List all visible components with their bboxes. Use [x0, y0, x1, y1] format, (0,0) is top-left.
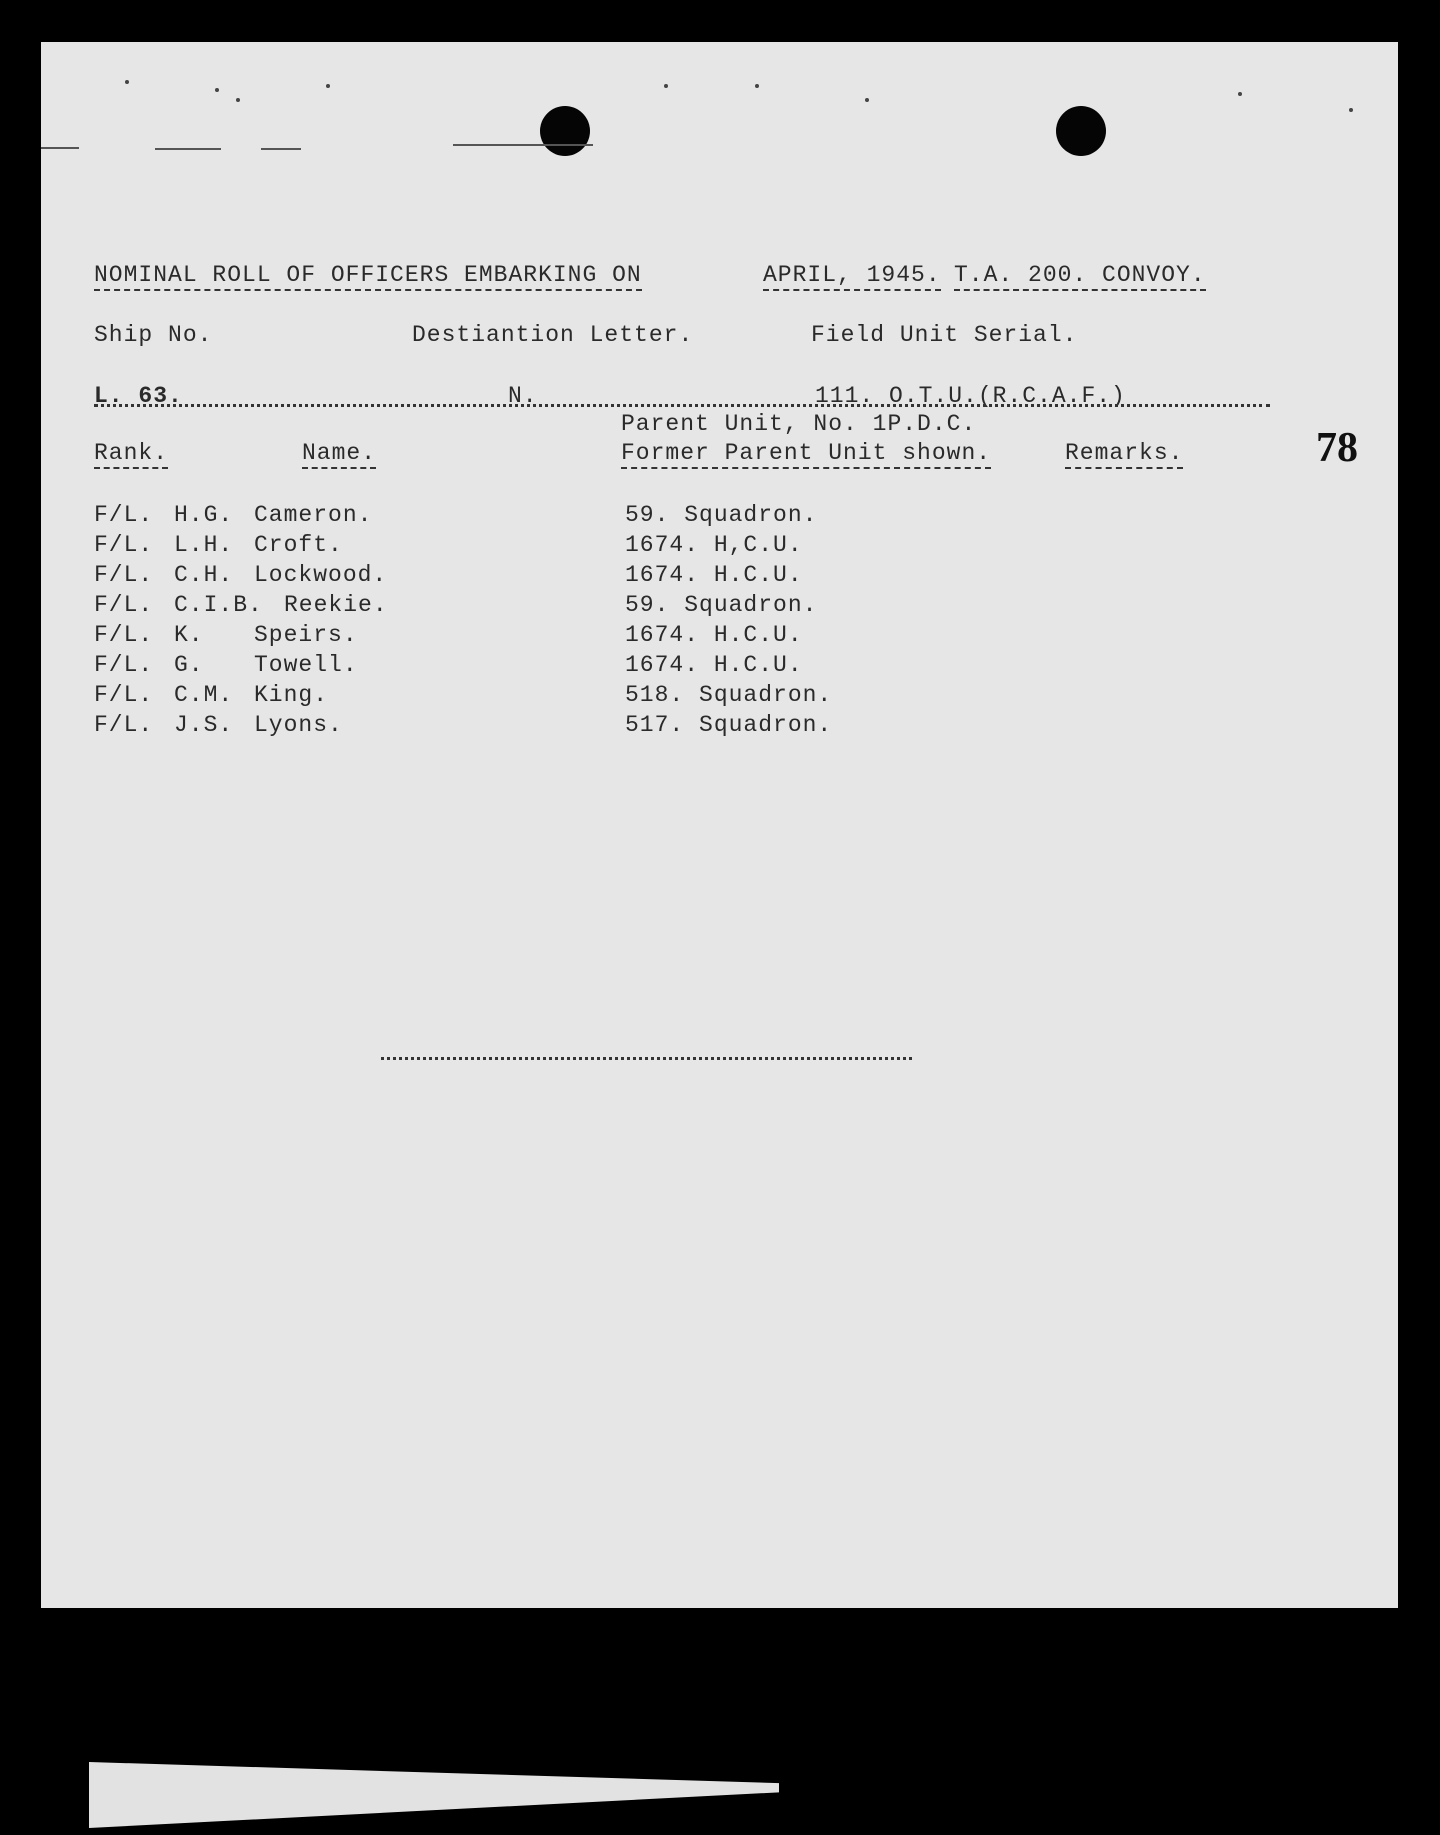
- officer-surname: Lyons.: [254, 712, 343, 738]
- officer-initials: C.H.: [174, 562, 234, 588]
- former-parent-unit-header: Former Parent Unit shown.: [621, 440, 991, 469]
- officer-initials: G.: [174, 652, 204, 678]
- convoy-id: T.A. 200. CONVOY.: [954, 262, 1206, 291]
- roll-date: APRIL, 1945.: [763, 262, 941, 291]
- officer-initials: H.G.: [174, 502, 234, 528]
- punch-hole-right: [1056, 106, 1106, 156]
- speck-mark: [236, 98, 240, 102]
- lower-paper-fragment: [89, 1762, 779, 1828]
- officer-row: [41, 562, 1398, 592]
- speck-mark: [755, 84, 759, 88]
- officer-row: [41, 502, 1398, 532]
- officer-row: [41, 592, 1398, 622]
- officer-surname: Croft.: [254, 532, 343, 558]
- officer-rank: F/L.: [94, 532, 154, 558]
- officer-former-unit: 517. Squadron.: [625, 712, 833, 738]
- speck-mark: [125, 80, 129, 84]
- speck-mark: [326, 84, 330, 88]
- rank-column-header: Rank.: [94, 440, 168, 469]
- name-column-header: Name.: [302, 440, 376, 469]
- stray-dash: [155, 148, 221, 150]
- officer-former-unit: 59. Squadron.: [625, 502, 818, 528]
- destination-letter-label: Destiantion Letter.: [412, 322, 694, 348]
- officer-initials: C.I.B.: [174, 592, 263, 618]
- document-page: [41, 42, 1398, 1608]
- officer-rank: F/L.: [94, 712, 154, 738]
- ship-no-label: Ship No.: [94, 322, 213, 348]
- officer-row: [41, 622, 1398, 652]
- officer-row: [41, 652, 1398, 682]
- field-unit-serial-value: 111. O.T.U.(R.C.A.F.): [815, 383, 1126, 409]
- officer-rank: F/L.: [94, 562, 154, 588]
- officer-surname: Lockwood.: [254, 562, 388, 588]
- field-unit-serial-label: Field Unit Serial.: [811, 322, 1078, 348]
- ship-no-value: L. 63.: [94, 383, 183, 409]
- speck-mark: [865, 98, 869, 102]
- destination-letter-value: N.: [508, 383, 538, 409]
- speck-mark: [1238, 92, 1242, 96]
- officer-initials: C.M.: [174, 682, 234, 708]
- speck-mark: [215, 88, 219, 92]
- officer-rank: F/L.: [94, 592, 154, 618]
- end-of-list-rule: [381, 1057, 912, 1060]
- officer-surname: King.: [254, 682, 329, 708]
- speck-mark: [664, 84, 668, 88]
- parent-unit: Parent Unit, No. 1P.D.C.: [621, 411, 977, 437]
- officer-initials: K.: [174, 622, 204, 648]
- remarks-column-header: Remarks.: [1065, 440, 1183, 469]
- officer-surname: Cameron.: [254, 502, 373, 528]
- officer-rank: F/L.: [94, 652, 154, 678]
- roll-title: NOMINAL ROLL OF OFFICERS EMBARKING ON: [94, 262, 642, 291]
- speck-mark: [1349, 108, 1353, 112]
- officer-former-unit: 1674. H.C.U.: [625, 562, 803, 588]
- officer-initials: J.S.: [174, 712, 234, 738]
- officer-row: [41, 532, 1398, 562]
- officer-row: [41, 682, 1398, 712]
- stray-dash: [261, 148, 301, 150]
- stray-dash: [453, 144, 593, 146]
- officer-former-unit: 1674. H.C.U.: [625, 652, 803, 678]
- stray-dash: [41, 147, 79, 149]
- officer-initials: L.H.: [174, 532, 234, 558]
- officer-surname: Reekie.: [284, 592, 388, 618]
- officer-former-unit: 59. Squadron.: [625, 592, 818, 618]
- officer-rank: F/L.: [94, 502, 154, 528]
- officer-rank: F/L.: [94, 682, 154, 708]
- officer-surname: Towell.: [254, 652, 358, 678]
- page-number: 78: [1316, 425, 1358, 471]
- officer-former-unit: 518. Squadron.: [625, 682, 833, 708]
- officer-former-unit: 1674. H,C.U.: [625, 532, 803, 558]
- officer-surname: Speirs.: [254, 622, 358, 648]
- punch-hole-left: [540, 106, 590, 156]
- officer-rank: F/L.: [94, 622, 154, 648]
- officer-former-unit: 1674. H.C.U.: [625, 622, 803, 648]
- header-divider: [94, 404, 1270, 407]
- officer-row: [41, 712, 1398, 742]
